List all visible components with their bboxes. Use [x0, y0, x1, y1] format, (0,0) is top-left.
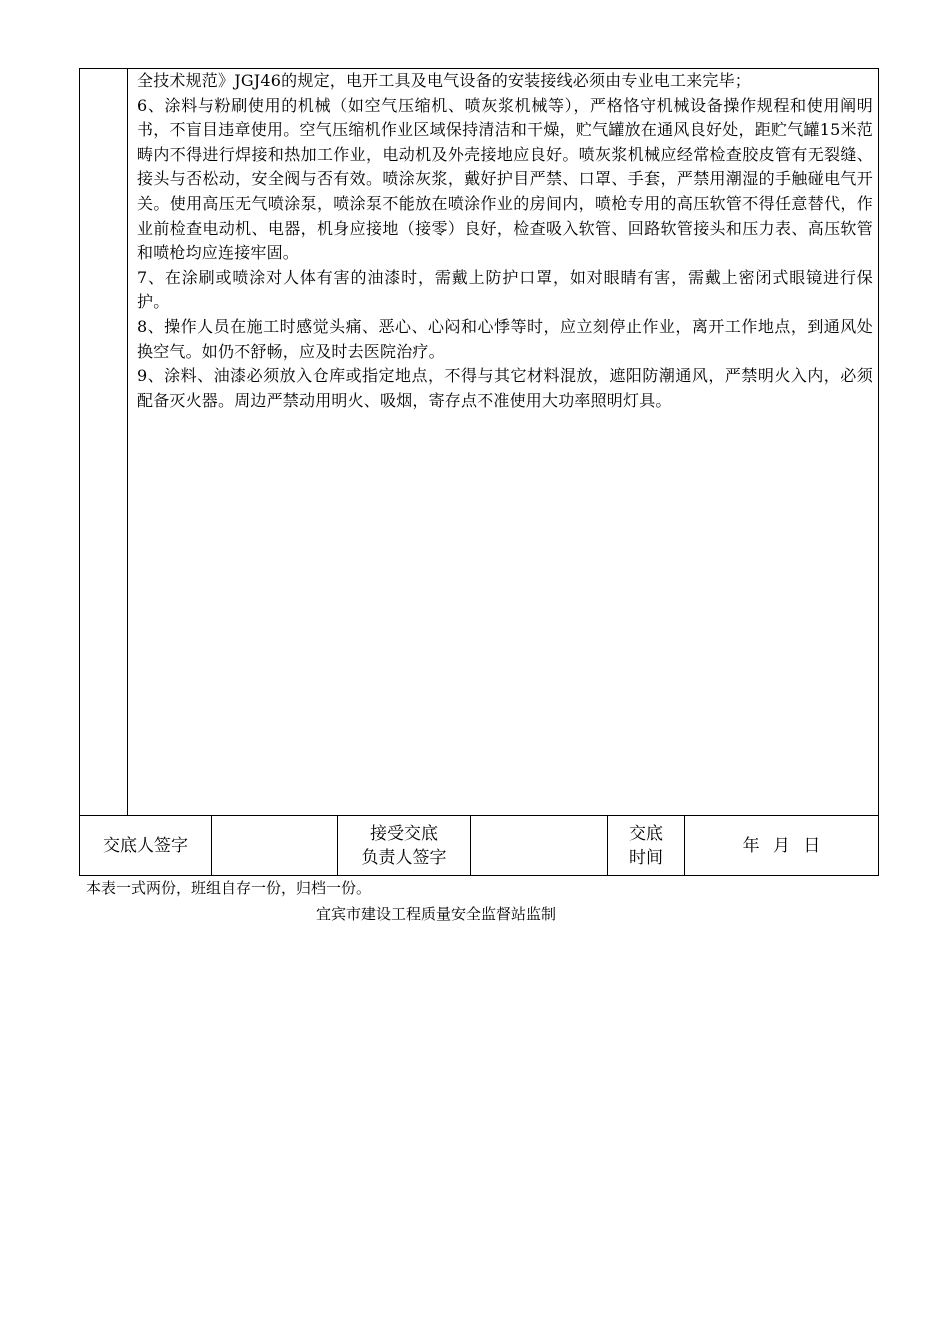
- time-label-line2: 时间: [629, 847, 663, 868]
- content-line: 全技术规范》JGJ46的规定，电开工具及电气设备的安装接线必须由专业电工来完毕；: [137, 71, 751, 90]
- time-label-line1: 交底: [629, 823, 663, 844]
- briefing-time-label: [608, 816, 685, 875]
- footer-note: 本表一式两份，班组自存一份，归档一份。: [86, 879, 372, 897]
- signature-row: [80, 815, 878, 875]
- receiver-signature-label: [338, 816, 471, 875]
- briefer-signature-label: 交底人签字: [80, 816, 212, 875]
- receiver-signature-field[interactable]: [471, 816, 608, 875]
- receiver-label-line2: 负责人签字: [361, 847, 447, 868]
- footer-organization: 宜宾市建设工程质量安全监督站监制: [316, 905, 557, 923]
- receiver-label-line1: 接受交底: [370, 823, 438, 844]
- content-item-9: 9、涂料、油漆必须放入仓库或指定地点，不得与其它材料混放，遮阳防潮通风，严禁明火入内，必须配备灭火器。周边严禁动用明火、吸烟，寄存点不准使用大功率照明灯具。: [137, 366, 873, 410]
- briefing-content: [137, 69, 873, 815]
- briefer-signature-field[interactable]: [212, 816, 338, 875]
- safety-briefing-table: [79, 68, 879, 876]
- content-item-7: 7、在涂刷或喷涂对人体有害的油漆时，需戴上防护口罩，如对眼睛有害，需戴上密闭式眼镜进行保护。: [137, 267, 873, 312]
- content-item-8: 8、操作人员在施工时感觉头痛、恶心、心闷和心悸等时，应立刻停止作业，离开工作地点，到通风处换空气。如仍不舒畅，应及时去医院治疗。: [137, 316, 873, 361]
- content-item-6: 6、涂料与粉刷使用的机械（如空气压缩机、喷灰浆机械等），严格恪守机械设备操作规程和使用阐明书，不盲目违章使用。空气压缩机作业区域保持清洁和干燥，贮气罐放在通风良好处，距贮气罐15米范畴内不得进行焊接和热加工作业，电动机及外壳接地应良好。喷灰浆机械应经常检查胶皮管有无裂缝、接头与否松动，安全阀与否有效。喷涂灰浆，戴好护目严禁、口罩、手套，严禁用潮湿的手触碰电气开关。使用高压无气喷涂泵，喷涂泵不能放在喷涂作业的房间内，喷枪专用的高压软管不得任意替代，作业前检查电动机、电器，机身应接地（接零）良好，检查吸入软管、回路软管接头和压力表、高压软管和喷枪均应连接牢固。: [137, 95, 873, 263]
- section-label-column: [80, 69, 128, 815]
- briefing-date-field[interactable]: 年 月 日: [742, 835, 821, 856]
